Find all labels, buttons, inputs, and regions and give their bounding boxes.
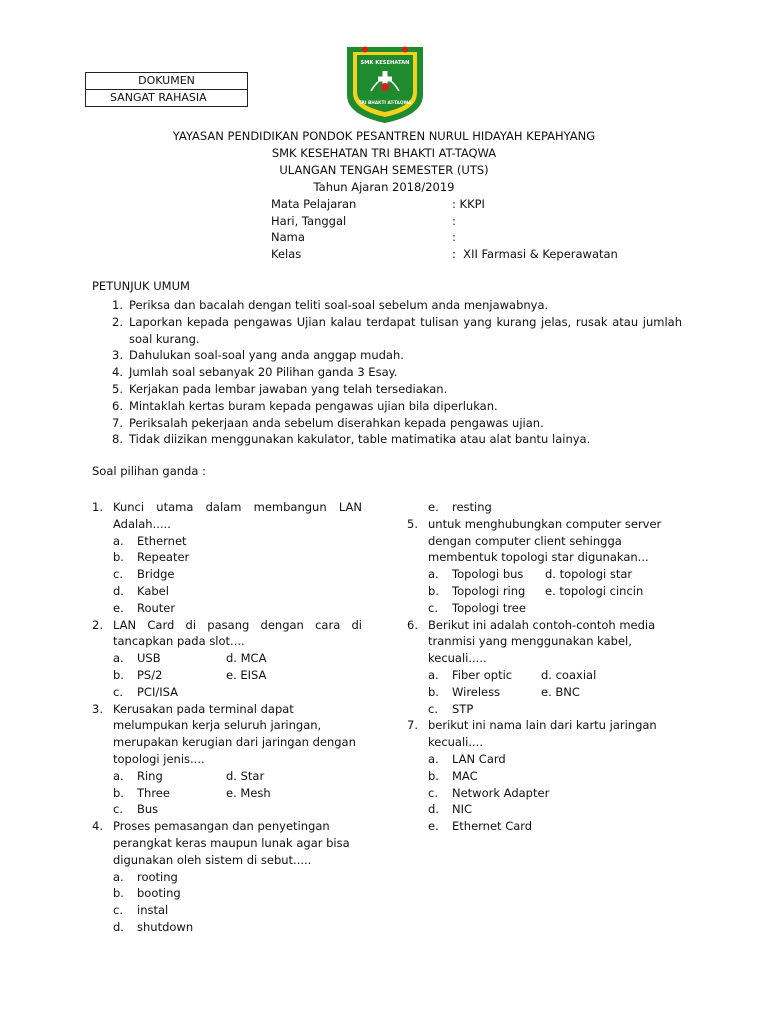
option: c. STP xyxy=(428,701,474,716)
option: b. MAC xyxy=(428,768,478,783)
instruction-item: 2. Laporkan kepada pengawas Ujian kalau terdapat tulisan yang kurang jelas, rusak atau jumlah soal kurang. xyxy=(112,314,682,346)
option: a. rooting xyxy=(113,869,178,884)
question-5: 5. untuk menghubungkan computer server dengan computer client sehingga membentuk topologi star digunakan... xyxy=(407,516,662,565)
option: a. Fiber optic d. coaxial xyxy=(428,667,597,682)
svg-text:TRI BHAKTI AT-TAQWA: TRI BHAKTI AT-TAQWA xyxy=(358,101,412,106)
option: a. Topologi bus d. topologi star xyxy=(428,567,633,582)
option: d. Kabel xyxy=(113,583,169,598)
instruction-item: 4. Jumlah soal sebanyak 20 Pilihan ganda 3 Esay. xyxy=(112,365,398,380)
instruction-item: 7. Periksalah pekerjaan anda sebelum diserahkan kepada pengawas ujian. xyxy=(112,415,544,430)
option: b. Repeater xyxy=(113,550,190,565)
academic-year: Tahun Ajaran 2018/2019 xyxy=(313,180,455,194)
option: c. Bridge xyxy=(113,567,175,582)
instruction-item: 6. Mintaklah kertas buram kepada pengawas ujian bila diperlukan. xyxy=(112,398,498,413)
instruction-item: 5. Kerjakan pada lembar jawaban yang telah tersediakan. xyxy=(112,381,448,396)
foundation-name: YAYASAN PENDIDIKAN PONDOK PESANTREN NURUL HIDAYAH KEPAHYANG xyxy=(172,129,596,143)
info-row-subject: Mata Pelajaran : KKPI xyxy=(271,197,485,211)
option: d. shutdown xyxy=(113,919,194,934)
instruction-item: 8. Tidak diizikan menggunakan kakulator, table matimatika atau alat bantu lainya. xyxy=(112,432,591,447)
svg-text:SMK KESEHATAN: SMK KESEHATAN xyxy=(360,60,410,66)
option: c. Topologi tree xyxy=(428,600,526,615)
question-6: 6. Berikut ini adalah contoh-contoh media tranmisi yang menggunakan kabel, kecuali..... xyxy=(407,617,656,666)
question-2: 2. LAN Card di pasang dengan cara di tancapkan pada slot.... xyxy=(92,617,362,649)
option: d. NIC xyxy=(428,802,473,817)
instructions-list xyxy=(92,297,682,448)
info-row-name: Nama : xyxy=(271,230,456,244)
option: a. LAN Card xyxy=(428,751,506,766)
exam-info xyxy=(271,196,631,262)
info-row-class: Kelas : XII Farmasi & Keperawatan xyxy=(271,246,618,261)
option: a. Ethernet xyxy=(113,533,187,548)
option: a. USB d. MCA xyxy=(113,651,267,666)
exam-title: ULANGAN TENGAH SEMESTER (UTS) xyxy=(279,163,489,177)
option: e. resting xyxy=(428,500,492,514)
option: e. Ethernet Card xyxy=(428,819,533,834)
option: c. instal xyxy=(113,903,169,918)
option: b. Topologi ring e. topologi cincin xyxy=(428,583,644,598)
instructions-title: PETUNJUK UMUM xyxy=(92,279,190,293)
question-4: 4. Proses pemasangan dan penyetingan perangkat keras maupun lunak agar bisa digunakan oleh sistem di sebut..... xyxy=(92,819,350,867)
instruction-item: 1. Periksa dan bacalah dengan teliti soal-soal sebelum anda menjawabnya. xyxy=(112,298,549,312)
multiple-choice-title: Soal pilihan ganda : xyxy=(92,464,206,478)
question-3: 3. Kerusakan pada terminal dapat melumpukan kerja seluruh jaringan, merupakan kerugian dari jaringan dengan topologi jenis.... xyxy=(92,701,356,766)
exam-header xyxy=(0,128,768,196)
doc-label: DOKUMEN xyxy=(86,73,247,90)
instruction-item: 3. Dahulukan soal-soal yang anda anggap mudah. xyxy=(112,348,404,363)
question-1: 1. Kunci utama dalam membangun LAN Adalah..... xyxy=(92,500,362,531)
option: b. PS/2 e. EISA xyxy=(113,667,267,682)
option: b. Three e. Mesh xyxy=(113,785,271,800)
option: b. Wireless e. BNC xyxy=(428,684,580,699)
questions-left-column xyxy=(92,499,362,936)
school-name: SMK KESEHATAN TRI BHAKTI AT-TAQWA xyxy=(271,146,497,160)
option: c. Bus xyxy=(113,802,159,817)
questions-right-column xyxy=(407,499,697,835)
school-logo-icon xyxy=(343,41,427,125)
doc-secrecy: SANGAT RAHASIA xyxy=(110,91,207,104)
document-classification-box xyxy=(85,72,248,107)
option: c. PCI/ISA xyxy=(113,684,179,699)
option: c. Network Adapter xyxy=(428,785,550,800)
info-row-date: Hari, Tanggal : xyxy=(271,213,456,228)
option: a. Ring d. Star xyxy=(113,768,265,783)
option: b. booting xyxy=(113,886,181,901)
question-7: 7. berikut ini nama lain dari kartu jaringan kecuali.... xyxy=(407,718,657,750)
option: e. Router xyxy=(113,600,176,615)
